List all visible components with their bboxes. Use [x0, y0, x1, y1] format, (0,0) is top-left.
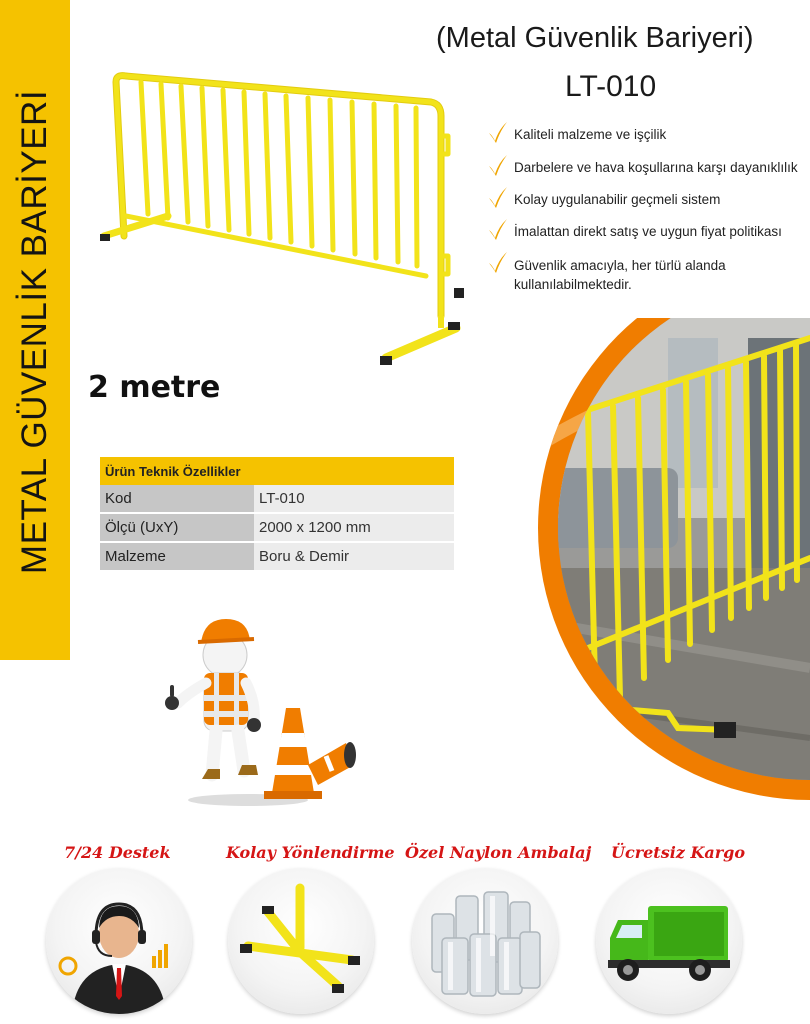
checkmark-icon	[488, 218, 508, 242]
checkmark-icon	[488, 121, 508, 145]
service-label-shipping: Ücretsiz Kargo	[611, 843, 745, 862]
support-agent-icon	[46, 868, 192, 1014]
side-title: METAL GÜVENLİK BARİYERİ	[15, 89, 54, 575]
spec-value: LT-010	[254, 485, 454, 513]
table-row	[100, 485, 454, 513]
feature-text: Kaliteli malzeme ve işçilik	[514, 127, 667, 142]
barrier-photo	[518, 318, 810, 804]
product-title: (Metal Güvenlik Bariyeri)	[436, 22, 754, 54]
spec-table	[100, 457, 454, 572]
checkmark-icon	[488, 251, 508, 275]
service-circle-direction	[228, 868, 374, 1014]
barrier-foot-icon	[228, 868, 374, 1014]
feature-text: Kolay uygulanabilir geçmeli sistem	[514, 192, 721, 207]
feature-text: İmalattan direkt satış ve uygun fiyat politikası	[514, 224, 782, 239]
product-code: LT-010	[565, 70, 657, 103]
service-circle-support	[46, 868, 192, 1014]
feature-item	[488, 126, 666, 143]
spec-value: Boru & Demir	[254, 542, 454, 571]
spec-key: Ölçü (UxY)	[100, 513, 254, 542]
spec-value: 2000 x 1200 mm	[254, 513, 454, 542]
service-circle-shipping	[596, 868, 742, 1014]
feature-item	[488, 191, 720, 208]
feature-text: Darbelere ve hava koşullarına karşı dayanıklılık	[514, 160, 798, 175]
spec-key: Malzeme	[100, 542, 254, 571]
service-circle-packaging	[412, 868, 558, 1014]
side-band	[0, 0, 70, 660]
checkmark-icon	[488, 154, 508, 178]
feature-item	[488, 223, 782, 240]
barrier-product-image	[96, 66, 466, 376]
delivery-truck-icon	[596, 868, 742, 1014]
checkmark-icon	[488, 186, 508, 210]
worker-illustration	[158, 615, 358, 810]
feature-item	[488, 159, 798, 176]
table-row	[100, 542, 454, 571]
nylon-rolls-icon	[412, 868, 558, 1014]
table-row	[100, 513, 454, 542]
spec-key: Kod	[100, 485, 254, 513]
service-label-support: 7/24 Destek	[64, 843, 171, 862]
service-label-direction: Kolay Yönlendirme	[226, 843, 395, 862]
product-size-label: 2 metre	[88, 370, 221, 405]
spec-table-title: Ürün Teknik Özellikler	[100, 457, 454, 485]
feature-item	[488, 256, 774, 294]
service-label-packaging: Özel Naylon Ambalaj	[405, 843, 592, 862]
feature-text: Güvenlik amacıyla, her türlü alanda kullanılabilmektedir.	[514, 258, 726, 292]
